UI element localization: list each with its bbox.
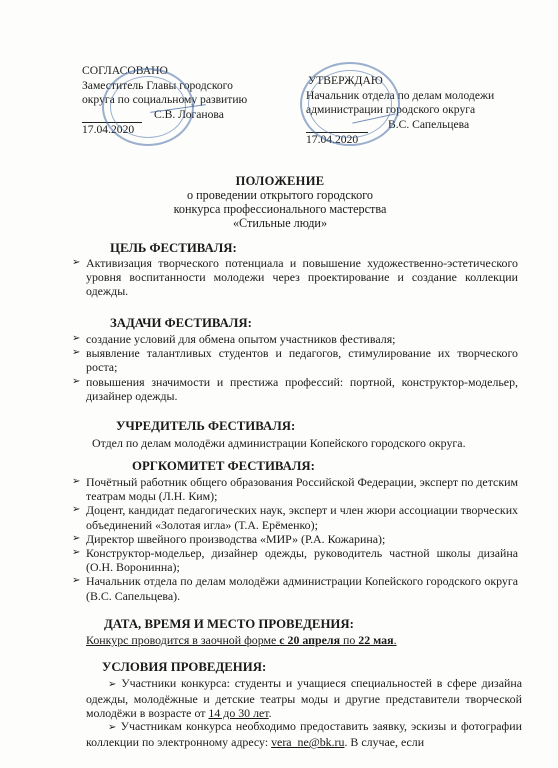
list-item: ➢ повышения значимости и престижа профессий: портной, конструктор-модельер, дизайнер одежды. bbox=[72, 374, 518, 403]
date-to: 22 мая bbox=[358, 633, 394, 647]
date-from: с 20 апреля bbox=[279, 633, 341, 647]
conditions-paragraph-2: ➢ Участникам конкурса необходимо предоставить заявку, эскизы и фотографии коллекции по электронному адресу: vera_ne@bk.ru. В случае, если bbox=[86, 719, 522, 750]
arrow-bullet-icon: ➢ bbox=[72, 532, 81, 544]
founder-text: Отдел по делам молодёжи администрации Копейского городского округа. bbox=[92, 436, 466, 450]
conditions-paragraph-1: ➢ Участники конкурса: студенты и учащиеся специальностей в сфере дизайна одежды, молодёжные и детские театры моды и другие представители творческой молодёжи в возрасте от 14 до 30 лет. bbox=[86, 676, 522, 721]
tasks-heading: ЗАДАЧИ ФЕСТИВАЛЯ: bbox=[110, 316, 252, 330]
approval-right-line1: Начальник отдела по делам молодежи bbox=[306, 88, 495, 102]
goal-list bbox=[72, 256, 518, 299]
approval-left-date: 17.04.2020 bbox=[82, 122, 142, 138]
list-item: ➢ Доцент, кандидат педагогических наук, эксперт и член жюри ассоциации творческих объединений «Золотая игла» (Т.А. Ерёменко); bbox=[72, 503, 518, 532]
datetime-text: Конкурс проводится в заочной форме с 20 апреля по 22 мая. bbox=[86, 633, 397, 647]
list-item: ➢ Конструктор-модельер, дизайнер одежды, руководитель частной школы дизайна (О.Н. Воронинна); bbox=[72, 546, 518, 575]
list-item: ➢ Начальник отдела по делам молодёжи администрации Копейского городского округа (В.С. Сапельцева). bbox=[72, 574, 518, 603]
goal-heading: ЦЕЛЬ ФЕСТИВАЛЯ: bbox=[110, 241, 237, 255]
datetime-heading: ДАТА, ВРЕМЯ И МЕСТО ПРОВЕДЕНИЯ: bbox=[104, 617, 354, 631]
conditions-heading: УСЛОВИЯ ПРОВЕДЕНИЯ: bbox=[102, 660, 267, 674]
approval-right-signature: В.С. Сапельцева bbox=[388, 117, 470, 131]
title-main: ПОЛОЖЕНИЕ bbox=[235, 174, 325, 188]
stamp-right bbox=[300, 62, 400, 146]
arrow-bullet-icon: ➢ bbox=[72, 504, 81, 516]
arrow-bullet-icon: ➢ bbox=[72, 575, 81, 587]
list-item: ➢ Директор швейного производства «МИР» (Р.А. Кожарина); bbox=[72, 531, 386, 546]
title-line2: конкурса профессионального мастерства bbox=[173, 202, 387, 216]
document-title bbox=[150, 174, 410, 230]
approval-left-signature: С.В. Логанова bbox=[154, 107, 224, 121]
arrow-bullet-icon: ➢ bbox=[72, 547, 81, 559]
arrow-bullet-icon: ➢ bbox=[108, 679, 117, 690]
title-line1: о проведении открытого городского bbox=[187, 188, 373, 202]
approval-left-line1: Заместитель Главы городского bbox=[82, 78, 233, 92]
email-link[interactable]: vera_ne@bk.ru bbox=[271, 735, 345, 750]
tasks-list bbox=[72, 332, 518, 403]
arrow-bullet-icon: ➢ bbox=[108, 722, 117, 733]
arrow-bullet-icon: ➢ bbox=[72, 257, 81, 268]
founder-heading: УЧРЕДИТЕЛЬ ФЕСТИВАЛЯ: bbox=[116, 419, 296, 433]
arrow-bullet-icon: ➢ bbox=[72, 333, 81, 344]
arrow-bullet-icon: ➢ bbox=[72, 375, 81, 387]
approval-right-heading: УТВЕРЖДАЮ bbox=[308, 74, 383, 87]
approval-right-date: 17.04.2020 bbox=[306, 132, 368, 148]
list-item: ➢ выявление талантливых студентов и педагогов, стимулирование их творческого роста; bbox=[72, 346, 518, 375]
list-item: ➢ Активизация творческого потенциала и повышение художественно-эстетического уровня воспитанности молодежи через проектирование и создание коллекции одежды. bbox=[72, 256, 518, 299]
list-item: ➢ Почётный работник общего образования Российской Федерации, эксперт по детским театрам моды (Л.Н. Ким); bbox=[72, 475, 518, 504]
approval-left-heading: СОГЛАСОВАНО bbox=[82, 64, 168, 77]
committee-heading: ОРГКОМИТЕТ ФЕСТИВАЛЯ: bbox=[132, 459, 315, 473]
committee-list bbox=[72, 475, 518, 603]
age-range: 14 до 30 лет bbox=[208, 706, 269, 721]
list-item: ➢ создание условий для обмена опытом участников фестиваля; bbox=[72, 332, 396, 346]
approval-right-line2: администрации городского округа bbox=[306, 103, 476, 116]
title-line3: «Стильные люди» bbox=[232, 216, 328, 230]
arrow-bullet-icon: ➢ bbox=[72, 476, 81, 487]
approval-left-line2: округа по социальному развитию bbox=[82, 93, 248, 106]
arrow-bullet-icon: ➢ bbox=[72, 347, 81, 359]
